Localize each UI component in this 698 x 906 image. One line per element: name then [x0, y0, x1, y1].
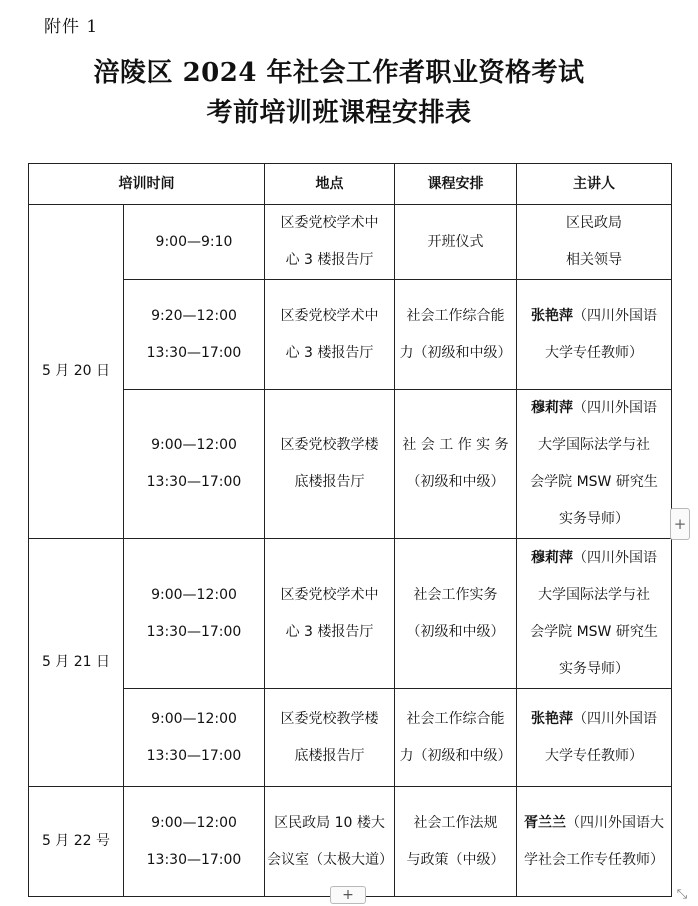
table-header-row — [29, 164, 672, 205]
course-cell — [395, 280, 517, 390]
time-cell-line: 13:30—17:00 — [146, 623, 242, 640]
attachment-label: 附件 1 — [44, 17, 99, 37]
time-cell-line: 13:30—17:00 — [146, 344, 242, 361]
date-cell: 5 月 21 日 — [29, 539, 124, 787]
speaker-line: 大学国际法学与社 — [538, 437, 650, 453]
location-cell-line: 区委党校学术中 — [280, 215, 379, 231]
time-cell-line: 9:00—9:10 — [155, 233, 233, 250]
speaker-name: 张艳萍 — [531, 307, 573, 324]
location-cell-line: 底楼报告厅 — [294, 474, 365, 490]
header-speaker: 主讲人 — [517, 164, 672, 205]
location-cell-line: 区民政局 10 楼大 — [274, 814, 385, 831]
course-cell-line: 社 会 工 作 实 务 — [402, 437, 509, 453]
location-cell-line: 区委党校教学楼 — [280, 437, 379, 453]
course-cell-line: 开班仪式 — [427, 233, 484, 250]
speaker-affiliation: （四川外国语 — [573, 400, 657, 416]
time-cell-line: 13:30—17:00 — [146, 747, 242, 764]
table-row — [29, 539, 672, 689]
course-cell-line: 力（初级和中级） — [399, 344, 512, 361]
speaker-cell — [517, 280, 672, 390]
speaker-line: 区民政局 — [566, 215, 622, 231]
time-cell-line: 9:00—12:00 — [151, 586, 237, 603]
time-cell-line: 9:00—12:00 — [151, 814, 237, 831]
course-cell-line: （初级和中级） — [406, 474, 505, 490]
course-cell — [395, 689, 517, 787]
time-cell — [124, 539, 265, 689]
location-cell — [265, 205, 395, 280]
speaker-line — [519, 298, 669, 335]
time-cell-line: 9:20—12:00 — [151, 307, 237, 324]
time-cell — [124, 787, 265, 897]
speaker-affiliation: （四川外国语大 — [566, 814, 664, 831]
speaker-line: 学社会工作专任教师） — [524, 851, 664, 868]
time-cell-line: 9:00—12:00 — [151, 437, 237, 453]
location-cell — [265, 787, 395, 897]
location-cell-line: 底楼报告厅 — [294, 747, 365, 764]
speaker-line: 会学院 MSW 研究生 — [530, 623, 658, 640]
course-cell — [395, 205, 517, 280]
speaker-line: 大学专任教师） — [545, 344, 643, 361]
time-cell-line: 13:30—17:00 — [146, 474, 242, 490]
table-row — [29, 280, 672, 390]
time-cell — [124, 390, 265, 539]
speaker-name: 张艳萍 — [531, 710, 573, 727]
speaker-line — [519, 540, 669, 577]
location-cell-line: 区委党校学术中 — [280, 307, 379, 324]
course-cell — [395, 539, 517, 689]
table-row — [29, 205, 672, 280]
location-cell-line: 心 3 楼报告厅 — [285, 623, 374, 640]
location-cell — [265, 390, 395, 539]
add-row-button[interactable]: + — [330, 886, 366, 904]
table-row — [29, 390, 672, 539]
schedule-table — [28, 163, 672, 897]
location-cell-line: 会议室（太极大道） — [267, 851, 393, 868]
speaker-line: 大学国际法学与社 — [538, 586, 650, 603]
date-cell: 5 月 20 日 — [29, 205, 124, 539]
speaker-affiliation: （四川外国语 — [573, 549, 657, 566]
speaker-line: 大学专任教师） — [545, 747, 643, 764]
document-title-line-2: 考前培训班课程安排表 — [206, 98, 472, 128]
speaker-cell — [517, 205, 672, 280]
time-cell-line: 9:00—12:00 — [151, 710, 237, 727]
time-cell-line: 13:30—17:00 — [146, 851, 242, 868]
course-cell — [395, 390, 517, 539]
course-cell-line: 社会工作综合能 — [406, 307, 505, 324]
time-cell — [124, 280, 265, 390]
location-cell-line: 区委党校学术中 — [280, 586, 379, 603]
speaker-line: 实务导师） — [559, 660, 629, 677]
speaker-cell — [517, 787, 672, 897]
speaker-line — [519, 701, 669, 738]
speaker-name: 胥兰兰 — [524, 814, 566, 831]
table-row — [29, 787, 672, 897]
course-cell — [395, 787, 517, 897]
date-cell: 5 月 22 号 — [29, 787, 124, 897]
header-location: 地点 — [265, 164, 395, 205]
course-cell-line: 力（初级和中级） — [399, 747, 512, 764]
location-cell-line: 心 3 楼报告厅 — [285, 344, 374, 361]
course-cell-line: 社会工作法规 — [413, 814, 498, 831]
course-cell-line: 与政策（中级） — [406, 851, 505, 868]
location-cell-line: 心 3 楼报告厅 — [285, 252, 374, 268]
speaker-line — [519, 390, 669, 427]
course-cell-line: （初级和中级） — [406, 623, 505, 640]
time-cell — [124, 205, 265, 280]
course-cell-line: 社会工作综合能 — [406, 710, 505, 727]
resize-handle-icon[interactable]: ⤡ — [676, 887, 688, 902]
speaker-cell — [517, 689, 672, 787]
speaker-line — [519, 805, 669, 842]
speaker-line: 会学院 MSW 研究生 — [530, 474, 658, 490]
location-cell — [265, 539, 395, 689]
header-course: 课程安排 — [395, 164, 517, 205]
table-row — [29, 689, 672, 787]
speaker-name: 穆莉萍 — [531, 549, 573, 566]
course-cell-line: 社会工作实务 — [413, 586, 498, 603]
speaker-line: 实务导师） — [559, 511, 629, 527]
speaker-affiliation: （四川外国语 — [573, 307, 657, 324]
speaker-name: 穆莉萍 — [531, 400, 573, 416]
time-cell — [124, 689, 265, 787]
location-cell — [265, 689, 395, 787]
location-cell-line: 区委党校教学楼 — [280, 710, 379, 727]
speaker-cell — [517, 390, 672, 539]
document-title-line-1: 涪陵区 2024 年社会工作者职业资格考试 — [93, 58, 585, 88]
speaker-line: 相关领导 — [566, 252, 622, 268]
speaker-cell — [517, 539, 672, 689]
add-column-button[interactable]: + — [670, 508, 690, 540]
header-training-time: 培训时间 — [29, 164, 265, 205]
speaker-affiliation: （四川外国语 — [573, 710, 657, 727]
location-cell — [265, 280, 395, 390]
